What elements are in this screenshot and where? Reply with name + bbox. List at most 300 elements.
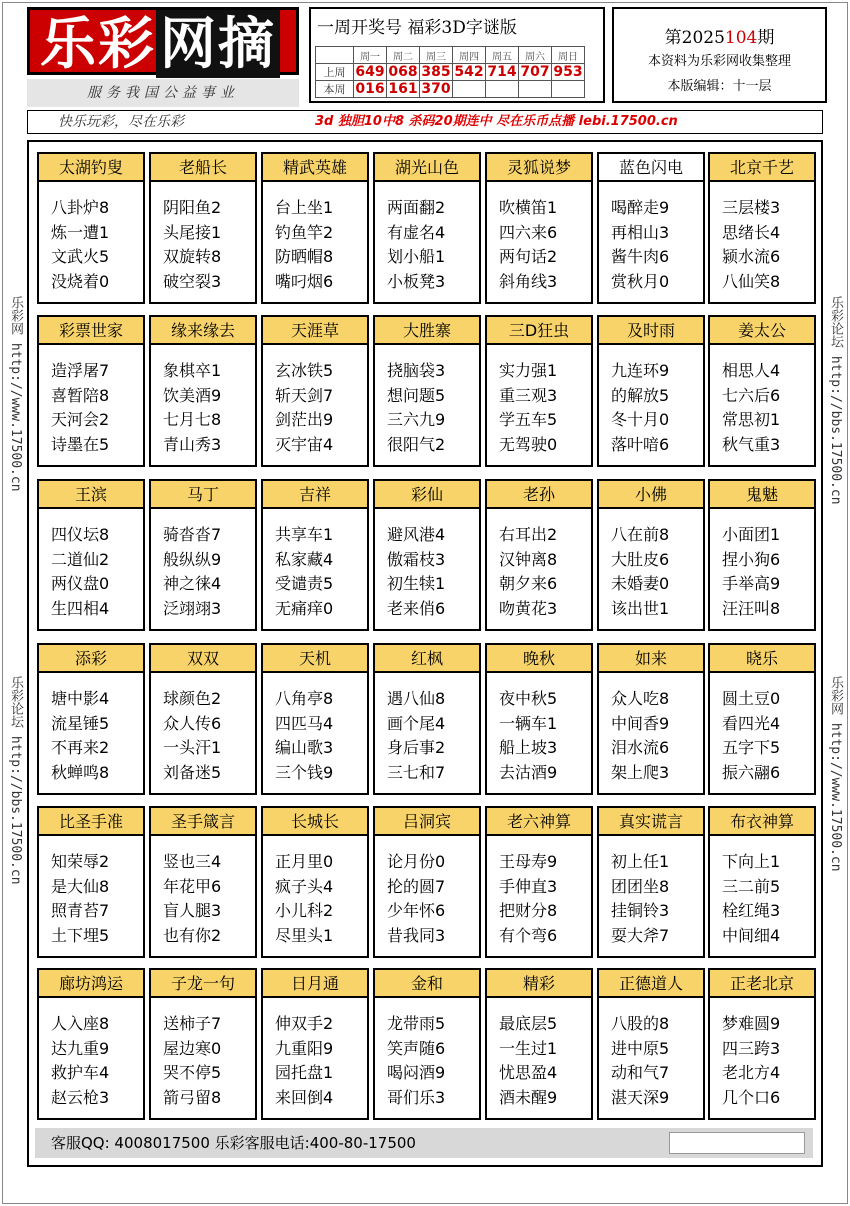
riddle-line: 送柿子7 — [163, 1014, 222, 1033]
riddle-line: 身后事2 — [387, 738, 446, 757]
riddle-card-lines — [151, 673, 255, 785]
riddle-card-lines — [710, 509, 814, 621]
riddle-card — [373, 643, 481, 795]
riddle-card-title: 吕洞宾 — [375, 808, 479, 836]
logo-block — [27, 7, 299, 103]
riddle-card-lines — [375, 345, 479, 457]
riddle-line: 哥们乐3 — [387, 1087, 446, 1107]
riddle-line: 最底层5 — [499, 1014, 558, 1033]
riddle-line: 般纵纵9 — [163, 549, 222, 569]
riddle-line: 龙带雨5 — [387, 1014, 446, 1033]
footer-contact: 客服QQ: 4008017500 乐彩客服电话:400-80-17500 — [51, 1134, 416, 1152]
riddle-line: 小儿科2 — [275, 901, 334, 920]
day-header: 周日 — [552, 47, 585, 64]
riddle-card-title: 精彩 — [487, 970, 591, 998]
riddle-card — [261, 152, 369, 304]
side-text-right-bottom: 乐彩网 http://www.17500.cn — [828, 676, 843, 872]
riddle-card-lines — [39, 836, 143, 948]
riddle-card-lines — [39, 182, 143, 294]
riddle-line: 梦难圆9 — [722, 1014, 781, 1033]
riddle-card-lines — [151, 998, 255, 1110]
riddle-line: 架上爬3 — [611, 762, 670, 782]
riddle-card — [37, 968, 145, 1120]
riddle-line: 耍大斧7 — [611, 925, 670, 945]
riddle-card-title: 及时雨 — [599, 317, 703, 345]
riddle-line: 达九重9 — [51, 1038, 110, 1058]
riddle-card-title: 马丁 — [151, 481, 255, 509]
riddle-card-title: 精武英雄 — [263, 154, 367, 182]
riddle-card — [485, 968, 593, 1120]
riddle-line: 朝夕来6 — [499, 574, 558, 593]
riddle-line: 圆土豆0 — [722, 689, 781, 708]
riddle-line: 炼一遭1 — [51, 222, 110, 242]
riddle-card-title: 双双 — [151, 645, 255, 673]
riddle-line: 捏小狗6 — [722, 549, 781, 569]
riddle-card — [708, 806, 816, 958]
riddle-line: 编山歌3 — [275, 738, 334, 757]
riddle-line: 笑声随6 — [387, 1038, 446, 1058]
draw-number: 714 — [487, 64, 517, 80]
riddle-card — [597, 479, 705, 631]
riddle-line: 青山秀3 — [163, 434, 222, 454]
riddle-line: 八仙笑8 — [722, 271, 781, 291]
riddle-line: 喝醉走9 — [611, 198, 670, 217]
riddle-line: 傲霜枝3 — [387, 549, 446, 569]
riddle-line: 中间香9 — [611, 713, 670, 733]
riddle-line: 落叶喑6 — [611, 434, 670, 454]
draw-number: 707 — [520, 64, 550, 80]
riddle-line: 汪汪叫8 — [722, 598, 781, 618]
riddle-card-lines — [263, 673, 367, 785]
riddle-card-title: 太湖钓叟 — [39, 154, 143, 182]
riddle-line: 骑沓沓7 — [163, 525, 222, 544]
riddle-card-title: 王滨 — [39, 481, 143, 509]
riddle-line: 抡的圆7 — [387, 876, 446, 896]
riddle-card-lines — [263, 998, 367, 1110]
riddle-card-lines — [487, 345, 591, 457]
riddle-line: 两面翻2 — [387, 198, 446, 217]
riddle-card-lines — [599, 182, 703, 294]
riddle-line: 的解放5 — [611, 385, 670, 405]
issue-number: 第2025104期 — [664, 28, 775, 48]
riddle-card — [485, 152, 593, 304]
day-header: 周六 — [519, 47, 552, 64]
riddle-card-title: 老孙 — [487, 481, 591, 509]
riddle-card — [149, 806, 257, 958]
footer-blank-box — [669, 1132, 805, 1154]
riddle-line: 一生过1 — [499, 1038, 558, 1058]
riddle-line: 昔我同3 — [387, 925, 446, 945]
riddle-card-lines — [487, 836, 591, 948]
riddle-line: 把财分8 — [499, 901, 558, 920]
riddle-line: 斜角线3 — [499, 271, 558, 291]
riddle-line: 玄冰铁5 — [275, 361, 334, 380]
riddle-line: 避风港4 — [387, 525, 446, 544]
riddle-card-title: 蓝色闪电 — [599, 154, 703, 182]
riddle-card-lines — [151, 345, 255, 457]
riddle-line: 七六后6 — [722, 385, 781, 405]
riddle-line: 嘴叼烟6 — [275, 271, 334, 291]
riddle-line: 初生犊1 — [387, 574, 446, 593]
draw-number — [486, 81, 519, 98]
last-week-label: 上周 — [316, 64, 354, 81]
riddle-card-lines — [375, 673, 479, 785]
draw-number: 068 — [388, 64, 418, 80]
riddle-card — [485, 479, 593, 631]
riddle-card-lines — [39, 998, 143, 1110]
riddle-line: 哭不停5 — [163, 1063, 222, 1082]
riddle-line: 两句话2 — [499, 247, 558, 266]
riddle-line: 救护车4 — [51, 1063, 110, 1082]
riddle-line: 老来俏6 — [387, 598, 446, 618]
riddle-card-lines — [599, 673, 703, 785]
riddle-card-title: 子龙一句 — [151, 970, 255, 998]
riddle-card-title: 湖光山色 — [375, 154, 479, 182]
riddle-card — [597, 806, 705, 958]
draw-number: 370 — [421, 81, 451, 97]
riddle-line: 学五车5 — [499, 410, 558, 429]
riddle-card — [597, 315, 705, 467]
riddle-line: 私家藏4 — [275, 549, 334, 569]
riddle-line: 钓鱼竿2 — [275, 222, 334, 242]
riddle-line: 天河会2 — [51, 410, 110, 429]
riddle-line: 赏秋月0 — [611, 271, 670, 291]
riddle-line: 受谴责5 — [275, 574, 334, 593]
riddle-line: 吹横笛1 — [499, 198, 558, 217]
weekly-results-title: 一周开奖号 福彩3D字谜版 — [317, 18, 517, 38]
riddle-card — [708, 643, 816, 795]
riddle-line: 再相山3 — [611, 222, 670, 242]
riddle-card — [597, 152, 705, 304]
riddle-card-title: 比圣手准 — [39, 808, 143, 836]
riddle-card — [149, 643, 257, 795]
riddle-line: 颍水流6 — [722, 247, 781, 266]
riddle-card-lines — [39, 345, 143, 457]
day-header: 周二 — [387, 47, 420, 64]
draw-number: 016 — [355, 81, 385, 97]
riddle-line: 四仪坛8 — [51, 525, 110, 544]
riddle-line: 划小船1 — [387, 247, 446, 266]
weekly-results-table — [315, 46, 585, 98]
riddle-card-title: 晓乐 — [710, 645, 814, 673]
riddle-line: 土下埋5 — [51, 925, 110, 945]
riddle-card — [485, 806, 593, 958]
riddle-card-title: 鬼魅 — [710, 481, 814, 509]
riddle-card-lines — [710, 673, 814, 785]
riddle-card-lines — [151, 509, 255, 621]
riddle-line: 照青苔7 — [51, 901, 110, 920]
riddle-card-lines — [39, 509, 143, 621]
riddle-line: 人入座8 — [51, 1014, 110, 1033]
riddle-line: 三六九9 — [387, 410, 446, 429]
riddle-line: 中间细4 — [722, 925, 781, 945]
riddle-line: 剑茫出9 — [275, 410, 334, 429]
riddle-card — [37, 315, 145, 467]
riddle-card — [149, 152, 257, 304]
riddle-line: 酱牛肉6 — [611, 247, 670, 266]
footer-bar — [35, 1128, 813, 1158]
riddle-line: 不再来2 — [51, 738, 110, 757]
riddle-line: 实力强1 — [499, 361, 558, 380]
riddle-line: 手伸直3 — [499, 876, 558, 896]
riddle-line: 四三跨3 — [722, 1038, 781, 1058]
riddle-card-lines — [599, 509, 703, 621]
riddle-line: 无驾驶0 — [499, 434, 558, 454]
riddle-card-lines — [487, 509, 591, 621]
riddle-line: 灭宇宙4 — [275, 434, 334, 454]
tagline-left: 快乐玩彩，尽在乐彩 — [58, 114, 184, 130]
riddle-card — [261, 479, 369, 631]
riddle-line: 栓红绳3 — [722, 901, 781, 920]
riddle-card-lines — [599, 836, 703, 948]
riddle-card-lines — [263, 509, 367, 621]
riddle-line: 想问题5 — [387, 385, 446, 405]
riddle-line: 尽里头1 — [275, 925, 334, 945]
riddle-card — [708, 315, 816, 467]
riddle-card-title: 天涯草 — [263, 317, 367, 345]
riddle-line: 赵云枪3 — [51, 1087, 110, 1107]
riddle-line: 四六来6 — [499, 222, 558, 242]
riddle-line: 知荣辱2 — [51, 852, 110, 871]
riddle-card-title: 晚秋 — [487, 645, 591, 673]
day-header: 周三 — [420, 47, 453, 64]
riddle-line: 神之徕4 — [163, 574, 222, 593]
riddle-line: 忧思盈4 — [499, 1063, 558, 1082]
riddle-line: 来回倒4 — [275, 1087, 334, 1107]
riddle-card-lines — [599, 345, 703, 457]
riddle-line: 正月里0 — [275, 852, 334, 871]
riddle-line: 右耳出2 — [499, 525, 558, 544]
riddle-line: 汉钟离8 — [499, 549, 558, 569]
riddle-card-title: 正德道人 — [599, 970, 703, 998]
riddle-card-title: 长城长 — [263, 808, 367, 836]
riddle-line: 无痛痒0 — [275, 598, 334, 618]
riddle-card-title: 如来 — [599, 645, 703, 673]
riddle-line: 盲人腿3 — [163, 901, 222, 920]
riddle-line: 论月份0 — [387, 852, 446, 871]
riddle-line: 九重阳9 — [275, 1038, 334, 1058]
riddle-card-lines — [375, 509, 479, 621]
draw-number: 542 — [454, 64, 484, 80]
riddle-card-lines — [487, 998, 591, 1110]
riddle-card-title: 北京千艺 — [710, 154, 814, 182]
riddle-card-title: 彩仙 — [375, 481, 479, 509]
riddle-line: 竖也三4 — [163, 852, 222, 871]
riddle-card-title: 灵狐说梦 — [487, 154, 591, 182]
draw-number — [453, 81, 486, 98]
draw-number — [519, 81, 552, 98]
tagline-bar — [27, 110, 823, 134]
riddle-line: 大肚皮6 — [611, 549, 670, 569]
riddle-line: 画个尾4 — [387, 713, 446, 733]
riddle-line: 也有你2 — [163, 925, 222, 945]
riddle-line: 诗墨在5 — [51, 434, 110, 454]
riddle-card-lines — [710, 345, 814, 457]
riddle-card — [37, 806, 145, 958]
riddle-line: 秋蝉鸣8 — [51, 762, 110, 782]
riddle-card-title: 小佛 — [599, 481, 703, 509]
riddle-line: 动和气7 — [611, 1063, 670, 1082]
day-header: 周一 — [354, 47, 387, 64]
riddle-line: 泪水流6 — [611, 738, 670, 757]
riddle-card — [708, 152, 816, 304]
riddle-card-lines — [39, 673, 143, 785]
riddle-card-title: 大胜寨 — [375, 317, 479, 345]
riddle-card — [149, 479, 257, 631]
riddle-card-lines — [151, 182, 255, 294]
riddle-line: 泛翊翊3 — [163, 598, 222, 618]
riddle-line: 年花甲6 — [163, 876, 222, 896]
riddle-line: 冬十月0 — [611, 410, 670, 429]
riddle-line: 少年怀6 — [387, 901, 446, 920]
riddle-card-lines — [710, 182, 814, 294]
riddle-line: 箭弓留8 — [163, 1087, 222, 1107]
riddle-card — [37, 152, 145, 304]
riddle-card — [373, 479, 481, 631]
riddle-card-title: 添彩 — [39, 645, 143, 673]
riddle-line: 振六翮6 — [722, 762, 781, 782]
tagline-promo: 3d 独胆10中8 杀码20期连中 尽在乐币点播 lebi.17500.cn — [315, 114, 678, 129]
riddle-line: 文武火5 — [51, 247, 110, 266]
riddle-card-title: 布衣神算 — [710, 808, 814, 836]
riddle-line: 三七和7 — [387, 762, 446, 782]
riddle-line: 象棋卒1 — [163, 361, 222, 380]
riddle-card — [597, 968, 705, 1120]
riddle-line: 球颜色2 — [163, 689, 222, 708]
riddle-line: 常思初1 — [722, 410, 781, 429]
riddle-card — [149, 315, 257, 467]
riddle-line: 进中原5 — [611, 1038, 670, 1058]
riddle-card-title: 姜太公 — [710, 317, 814, 345]
riddle-line: 伸双手2 — [275, 1014, 334, 1033]
riddle-line: 下向上1 — [722, 852, 781, 871]
logo: 乐彩网摘 — [27, 7, 299, 75]
riddle-card-lines — [263, 182, 367, 294]
riddle-card — [37, 479, 145, 631]
riddle-line: 未婚妻0 — [611, 574, 670, 593]
riddle-line: 二道仙2 — [51, 549, 110, 569]
riddle-line: 去沽酒9 — [499, 762, 558, 782]
riddle-line: 三个钱9 — [275, 762, 334, 782]
riddle-line: 阴阳鱼2 — [163, 198, 222, 217]
riddle-line: 三二前5 — [722, 876, 781, 896]
riddle-card — [373, 968, 481, 1120]
riddle-line: 相思人4 — [722, 361, 781, 380]
riddle-card-title: 三D狂虫 — [487, 317, 591, 345]
riddle-card-lines — [710, 836, 814, 948]
riddle-card — [708, 479, 816, 631]
riddle-line: 重三观3 — [499, 385, 558, 405]
draw-number — [552, 81, 585, 98]
riddle-line: 遇八仙8 — [387, 689, 446, 708]
issue-info — [612, 7, 827, 103]
riddle-card-title: 缘来缘去 — [151, 317, 255, 345]
riddle-card-title: 老船长 — [151, 154, 255, 182]
riddle-card-title: 彩票世家 — [39, 317, 143, 345]
riddle-card-lines — [487, 182, 591, 294]
riddle-line: 初上任1 — [611, 852, 670, 871]
riddle-line: 思绪长4 — [722, 222, 781, 242]
riddle-line: 四匹马4 — [275, 713, 334, 733]
riddle-line: 塘中影4 — [51, 689, 110, 708]
draw-number: 953 — [553, 64, 583, 80]
riddle-card-lines — [375, 998, 479, 1110]
riddle-card — [485, 315, 593, 467]
riddle-line: 秋气重3 — [722, 434, 781, 454]
riddle-line: 船上坡3 — [499, 738, 558, 757]
riddle-line: 一头汗1 — [163, 738, 222, 757]
riddle-card — [373, 152, 481, 304]
riddle-line: 九连环9 — [611, 361, 670, 380]
riddle-line: 双旋转8 — [163, 247, 222, 266]
issue-editor: 本版编辑：十一层 — [667, 79, 772, 94]
riddle-line: 夜中秋5 — [499, 689, 558, 708]
riddle-line: 挂铜铃3 — [611, 901, 670, 920]
riddle-line: 该出世1 — [611, 598, 670, 618]
riddle-line: 喜暂陪8 — [51, 385, 110, 405]
riddle-line: 很阳气2 — [387, 434, 446, 454]
riddle-line: 看四光4 — [722, 713, 781, 733]
riddle-line: 两仪盘0 — [51, 574, 110, 593]
riddle-card — [708, 968, 816, 1120]
riddle-line: 没烧着0 — [51, 271, 110, 291]
riddle-line: 头尾接1 — [163, 222, 222, 242]
riddle-line: 吻黄花3 — [499, 598, 558, 618]
riddle-card-title: 廊坊鸿运 — [39, 970, 143, 998]
riddle-line: 湛天深9 — [611, 1087, 670, 1107]
riddle-line: 生四相4 — [51, 598, 110, 618]
riddle-card — [373, 806, 481, 958]
side-text-right-top: 乐彩论坛 http://bbs.17500.cn — [828, 296, 843, 505]
draw-number: 385 — [421, 64, 451, 80]
riddle-card-title: 正老北京 — [710, 970, 814, 998]
riddle-line: 防晒帽8 — [275, 247, 334, 266]
riddle-line: 八卦炉8 — [51, 198, 110, 217]
riddle-card-lines — [263, 345, 367, 457]
riddle-line: 八角亭8 — [275, 689, 334, 708]
riddle-line: 几个口6 — [722, 1087, 781, 1107]
riddle-line: 共享车1 — [275, 525, 334, 544]
riddle-card-lines — [263, 836, 367, 948]
riddle-card-lines — [710, 998, 814, 1110]
logo-slogan: 服务我国公益事业 — [27, 79, 299, 107]
riddle-line: 刘备迷5 — [163, 762, 222, 782]
riddle-card-title: 老六神算 — [487, 808, 591, 836]
riddle-card — [261, 968, 369, 1120]
riddle-line: 八股的8 — [611, 1014, 670, 1033]
weekly-results — [309, 7, 605, 103]
riddle-line: 疯子头4 — [275, 876, 334, 896]
riddle-card-lines — [375, 836, 479, 948]
riddle-line: 屋边寒0 — [163, 1038, 222, 1058]
riddle-line: 造浮屠7 — [51, 361, 110, 380]
riddle-line: 流星锤5 — [51, 713, 110, 733]
riddle-card — [149, 968, 257, 1120]
riddle-line: 饮美酒9 — [163, 385, 222, 405]
riddle-line: 有个弯6 — [499, 925, 558, 945]
riddle-line: 三层楼3 — [722, 198, 781, 217]
riddle-line: 众人吃8 — [611, 689, 670, 708]
riddle-line: 一辆车1 — [499, 713, 558, 733]
riddle-card-title: 吉祥 — [263, 481, 367, 509]
day-header: 周四 — [453, 47, 486, 64]
riddle-card-title: 红枫 — [375, 645, 479, 673]
riddle-line: 五字下5 — [722, 738, 781, 757]
riddle-line: 团团坐8 — [611, 876, 670, 896]
riddle-line: 老北方4 — [722, 1063, 781, 1082]
riddle-card — [37, 643, 145, 795]
riddle-card-lines — [151, 836, 255, 948]
